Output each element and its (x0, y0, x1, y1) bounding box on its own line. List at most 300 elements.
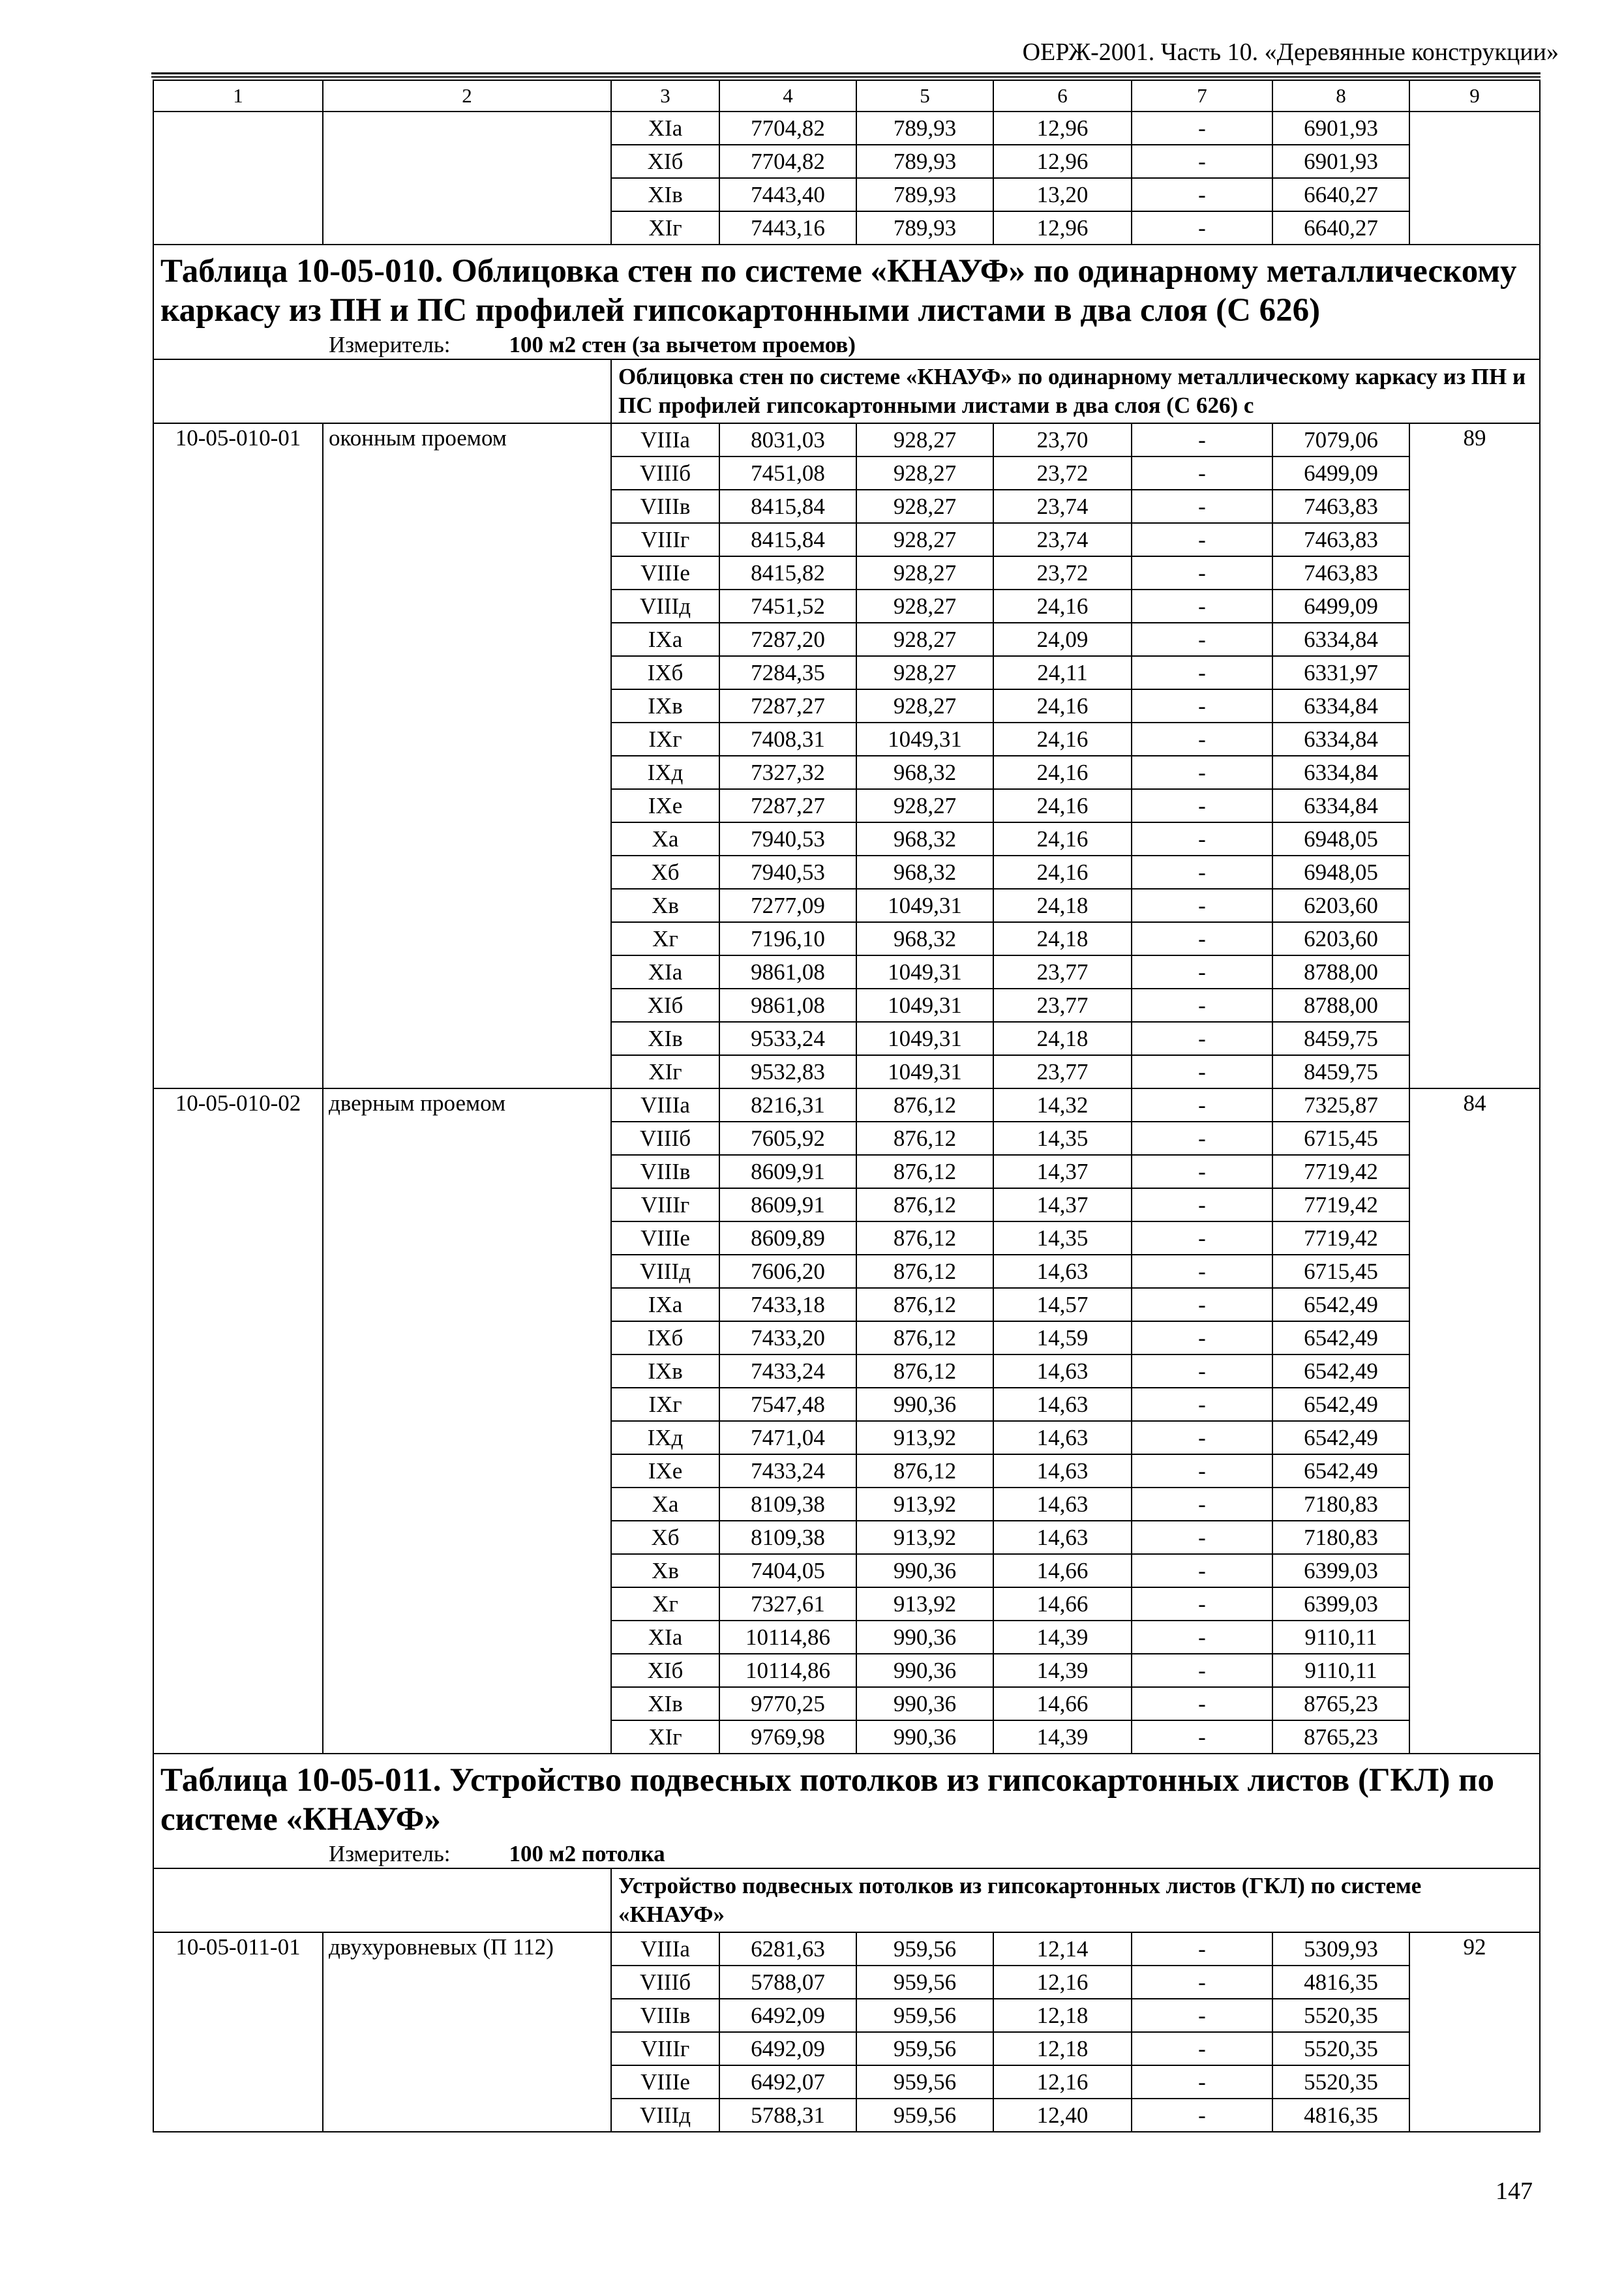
resource-class: VIIIе (611, 1221, 719, 1255)
machine-cost: 24,18 (993, 1022, 1132, 1055)
driver-wages: - (1132, 1155, 1272, 1188)
material-cost: 6499,09 (1272, 456, 1409, 490)
material-cost: 7719,42 (1272, 1221, 1409, 1255)
driver-wages: - (1132, 2099, 1272, 2132)
total-cost: 8415,82 (719, 556, 856, 590)
labor-cost: 789,93 (856, 211, 993, 245)
table-title-row (153, 245, 1540, 331)
driver-wages: - (1132, 1966, 1272, 1999)
resource-class: Xб (611, 1521, 719, 1554)
total-cost: 8216,31 (719, 1088, 856, 1122)
driver-wages: - (1132, 1221, 1272, 1255)
material-cost: 8765,23 (1272, 1687, 1409, 1720)
meter-label: Измеритель: (329, 1841, 451, 1866)
total-cost: 7433,18 (719, 1288, 856, 1321)
meter-value: 100 м2 стен (за вычетом проемов) (509, 332, 856, 357)
material-cost: 9110,11 (1272, 1621, 1409, 1654)
machine-cost: 13,20 (993, 178, 1132, 211)
machine-cost: 23,77 (993, 955, 1132, 989)
machine-cost: 14,63 (993, 1354, 1132, 1388)
resource-class: XIa (611, 955, 719, 989)
driver-wages: - (1132, 856, 1272, 889)
resource-class: Xв (611, 889, 719, 922)
driver-wages: - (1132, 423, 1272, 456)
meter-value: 100 м2 потолка (509, 1841, 665, 1866)
column-number: 1 (153, 80, 323, 112)
resource-class: IXв (611, 1354, 719, 1388)
material-cost: 7719,42 (1272, 1188, 1409, 1221)
name-cell: оконным проемом (323, 423, 611, 1088)
rates-table (153, 80, 1541, 2132)
header-rule-bottom (151, 76, 1541, 78)
labor-hours: 84 (1409, 1088, 1540, 1754)
total-cost: 7287,20 (719, 623, 856, 656)
resource-class: XIa (611, 112, 719, 145)
machine-cost: 23,74 (993, 490, 1132, 523)
material-cost: 6640,27 (1272, 178, 1409, 211)
page-number: 147 (1496, 2177, 1533, 2205)
labor-cost: 913,92 (856, 1488, 993, 1521)
machine-cost: 12,16 (993, 2065, 1132, 2099)
meter-row (153, 331, 1540, 359)
subheading: Облицовка стен по системе «КНАУФ» по одинарному металлическому каркасу из ПН и ПС профилей гипсокартонными листами в два слоя (С 626) с (611, 359, 1540, 423)
material-cost: 7719,42 (1272, 1155, 1409, 1188)
machine-cost: 24,16 (993, 590, 1132, 623)
resource-class: Xa (611, 1488, 719, 1521)
material-cost: 6334,84 (1272, 689, 1409, 723)
total-cost: 7433,20 (719, 1321, 856, 1354)
driver-wages: - (1132, 1321, 1272, 1354)
resource-class: VIIIв (611, 1999, 719, 2032)
material-cost: 4816,35 (1272, 1966, 1409, 1999)
total-cost: 6492,09 (719, 1999, 856, 2032)
machine-cost: 12,96 (993, 145, 1132, 178)
material-cost: 6334,84 (1272, 623, 1409, 656)
driver-wages: - (1132, 1521, 1272, 1554)
column-number: 6 (993, 80, 1132, 112)
machine-cost: 24,18 (993, 889, 1132, 922)
total-cost: 7704,82 (719, 145, 856, 178)
column-number: 7 (1132, 80, 1272, 112)
blank-cell (153, 359, 611, 423)
total-cost: 7547,48 (719, 1388, 856, 1421)
running-title: ОЕРЖ-2001. Часть 10. «Деревянные конструкции» (1022, 38, 1559, 66)
resource-class: XIв (611, 178, 719, 211)
total-cost: 8609,91 (719, 1155, 856, 1188)
labor-cost: 928,27 (856, 456, 993, 490)
material-cost: 6948,05 (1272, 856, 1409, 889)
total-cost: 6492,09 (719, 2032, 856, 2065)
driver-wages: - (1132, 2032, 1272, 2065)
total-cost: 8609,91 (719, 1188, 856, 1221)
labor-cost: 928,27 (856, 490, 993, 523)
total-cost: 7433,24 (719, 1454, 856, 1488)
driver-wages: - (1132, 490, 1272, 523)
resource-class: XIб (611, 1654, 719, 1687)
driver-wages: - (1132, 656, 1272, 689)
resource-class: IXд (611, 756, 719, 789)
resource-class: VIIIа (611, 1932, 719, 1966)
material-cost: 6542,49 (1272, 1454, 1409, 1488)
machine-cost: 14,35 (993, 1122, 1132, 1155)
resource-class: VIIIб (611, 456, 719, 490)
machine-cost: 14,63 (993, 1388, 1132, 1421)
labor-cost: 928,27 (856, 623, 993, 656)
machine-cost: 14,63 (993, 1521, 1132, 1554)
material-cost: 6901,93 (1272, 112, 1409, 145)
machine-cost: 14,66 (993, 1587, 1132, 1621)
machine-cost: 12,96 (993, 211, 1132, 245)
machine-cost: 24,16 (993, 856, 1132, 889)
machine-cost: 14,32 (993, 1088, 1132, 1122)
machine-cost: 24,16 (993, 756, 1132, 789)
table-row (153, 1932, 1540, 1966)
driver-wages: - (1132, 955, 1272, 989)
material-cost: 6399,03 (1272, 1587, 1409, 1621)
driver-wages: - (1132, 1288, 1272, 1321)
labor-cost: 968,32 (856, 756, 993, 789)
resource-class: IXе (611, 789, 719, 822)
material-cost: 6542,49 (1272, 1421, 1409, 1454)
labor-cost: 1049,31 (856, 955, 993, 989)
labor-cost: 876,12 (856, 1321, 993, 1354)
labor-cost: 959,56 (856, 2032, 993, 2065)
column-number: 5 (856, 80, 993, 112)
labor-cost: 959,56 (856, 2099, 993, 2132)
material-cost: 6499,09 (1272, 590, 1409, 623)
driver-wages: - (1132, 789, 1272, 822)
table-row (153, 423, 1540, 456)
resource-class: VIIIа (611, 1088, 719, 1122)
column-number-row (153, 80, 1540, 112)
machine-cost: 24,18 (993, 922, 1132, 955)
driver-wages: - (1132, 1654, 1272, 1687)
material-cost: 6640,27 (1272, 211, 1409, 245)
driver-wages: - (1132, 1932, 1272, 1966)
meter-row (153, 1840, 1540, 1868)
machine-cost: 14,66 (993, 1554, 1132, 1587)
material-cost: 7180,83 (1272, 1488, 1409, 1521)
driver-wages: - (1132, 889, 1272, 922)
material-cost: 6334,84 (1272, 789, 1409, 822)
labor-cost: 876,12 (856, 1088, 993, 1122)
machine-cost: 24,16 (993, 723, 1132, 756)
material-cost: 6542,49 (1272, 1288, 1409, 1321)
machine-cost: 23,74 (993, 523, 1132, 556)
driver-wages: - (1132, 822, 1272, 856)
total-cost: 7287,27 (719, 689, 856, 723)
driver-wages: - (1132, 211, 1272, 245)
driver-wages: - (1132, 756, 1272, 789)
driver-wages: - (1132, 1088, 1272, 1122)
column-number: 2 (323, 80, 611, 112)
resource-class: VIIIд (611, 2099, 719, 2132)
material-cost: 6542,49 (1272, 1321, 1409, 1354)
code-cell: 10-05-011-01 (153, 1932, 323, 2132)
labor-cost: 990,36 (856, 1388, 993, 1421)
column-number: 4 (719, 80, 856, 112)
resource-class: XIв (611, 1022, 719, 1055)
driver-wages: - (1132, 1354, 1272, 1388)
driver-wages: - (1132, 178, 1272, 211)
name-cell: двухуровневых (П 112) (323, 1932, 611, 2132)
subheading: Устройство подвесных потолков из гипсокартонных листов (ГКЛ) по системе «КНАУФ» (611, 1868, 1540, 1932)
labor-cost: 876,12 (856, 1354, 993, 1388)
labor-cost: 1049,31 (856, 1022, 993, 1055)
total-cost: 6281,63 (719, 1932, 856, 1966)
total-cost: 6492,07 (719, 2065, 856, 2099)
total-cost: 7433,24 (719, 1354, 856, 1388)
total-cost: 7471,04 (719, 1421, 856, 1454)
labor-cost: 928,27 (856, 689, 993, 723)
total-cost: 8415,84 (719, 490, 856, 523)
total-cost: 8031,03 (719, 423, 856, 456)
driver-wages: - (1132, 723, 1272, 756)
resource-class: XIв (611, 1687, 719, 1720)
material-cost: 8459,75 (1272, 1055, 1409, 1088)
total-cost: 7408,31 (719, 723, 856, 756)
material-cost: 5520,35 (1272, 1999, 1409, 2032)
driver-wages: - (1132, 1022, 1272, 1055)
meter-label: Измеритель: (329, 332, 451, 357)
name-cell: дверным проемом (323, 1088, 611, 1754)
resource-class: VIIIд (611, 1255, 719, 1288)
code-cell (153, 112, 323, 245)
resource-class: VIIIд (611, 590, 719, 623)
machine-cost: 23,77 (993, 1055, 1132, 1088)
resource-class: XIг (611, 211, 719, 245)
driver-wages: - (1132, 1122, 1272, 1155)
labor-cost: 968,32 (856, 922, 993, 955)
total-cost: 7704,82 (719, 112, 856, 145)
resource-class: IXa (611, 623, 719, 656)
resource-class: VIIIв (611, 1155, 719, 1188)
labor-cost: 913,92 (856, 1521, 993, 1554)
material-cost: 5520,35 (1272, 2032, 1409, 2065)
driver-wages: - (1132, 989, 1272, 1022)
labor-cost: 959,56 (856, 1966, 993, 1999)
material-cost: 6542,49 (1272, 1388, 1409, 1421)
material-cost: 6901,93 (1272, 145, 1409, 178)
total-cost: 9769,98 (719, 1720, 856, 1754)
resource-class: VIIIв (611, 490, 719, 523)
resource-class: Xг (611, 922, 719, 955)
driver-wages: - (1132, 2065, 1272, 2099)
material-cost: 8788,00 (1272, 955, 1409, 989)
material-cost: 7325,87 (1272, 1088, 1409, 1122)
resource-class: VIIIе (611, 556, 719, 590)
name-cell (323, 112, 611, 245)
machine-cost: 14,57 (993, 1288, 1132, 1321)
resource-class: VIIIб (611, 1122, 719, 1155)
driver-wages: - (1132, 922, 1272, 955)
total-cost: 7606,20 (719, 1255, 856, 1288)
labor-cost: 1049,31 (856, 1055, 993, 1088)
total-cost: 10114,86 (719, 1654, 856, 1687)
column-number: 3 (611, 80, 719, 112)
total-cost: 9770,25 (719, 1687, 856, 1720)
material-cost: 6203,60 (1272, 922, 1409, 955)
labor-cost: 789,93 (856, 178, 993, 211)
labor-cost: 990,36 (856, 1654, 993, 1687)
driver-wages: - (1132, 1687, 1272, 1720)
labor-cost: 876,12 (856, 1188, 993, 1221)
material-cost: 8765,23 (1272, 1720, 1409, 1754)
meter (153, 1840, 1540, 1868)
machine-cost: 23,77 (993, 989, 1132, 1022)
code-cell: 10-05-010-01 (153, 423, 323, 1088)
driver-wages: - (1132, 1999, 1272, 2032)
total-cost: 7451,08 (719, 456, 856, 490)
machine-cost: 14,37 (993, 1155, 1132, 1188)
labor-cost: 990,36 (856, 1621, 993, 1654)
labor-cost: 876,12 (856, 1288, 993, 1321)
total-cost: 7404,05 (719, 1554, 856, 1587)
machine-cost: 12,18 (993, 1999, 1132, 2032)
labor-cost: 959,56 (856, 1932, 993, 1966)
driver-wages: - (1132, 623, 1272, 656)
resource-class: Xб (611, 856, 719, 889)
machine-cost: 12,16 (993, 1966, 1132, 1999)
table-row (153, 1088, 1540, 1122)
driver-wages: - (1132, 1388, 1272, 1421)
column-number: 9 (1409, 80, 1540, 112)
machine-cost: 24,16 (993, 689, 1132, 723)
resource-class: XIб (611, 145, 719, 178)
resource-class: VIIIе (611, 2065, 719, 2099)
machine-cost: 14,39 (993, 1621, 1132, 1654)
resource-class: Xв (611, 1554, 719, 1587)
total-cost: 7443,16 (719, 211, 856, 245)
machine-cost: 12,14 (993, 1932, 1132, 1966)
labor-cost: 1049,31 (856, 889, 993, 922)
total-cost: 5788,31 (719, 2099, 856, 2132)
labor-hours (1409, 112, 1540, 245)
labor-cost: 789,93 (856, 112, 993, 145)
machine-cost: 14,59 (993, 1321, 1132, 1354)
total-cost: 8609,89 (719, 1221, 856, 1255)
driver-wages: - (1132, 1421, 1272, 1454)
material-cost: 7180,83 (1272, 1521, 1409, 1554)
machine-cost: 14,37 (993, 1188, 1132, 1221)
machine-cost: 24,11 (993, 656, 1132, 689)
driver-wages: - (1132, 523, 1272, 556)
machine-cost: 24,16 (993, 789, 1132, 822)
resource-class: IXе (611, 1454, 719, 1488)
driver-wages: - (1132, 1255, 1272, 1288)
table-title: Таблица 10-05-011. Устройство подвесных потолков из гипсокартонных листов (ГКЛ) по системе «КНАУФ» (153, 1754, 1540, 1840)
resource-class: IXг (611, 723, 719, 756)
subheading-row (153, 1868, 1540, 1932)
total-cost: 7940,53 (719, 856, 856, 889)
total-cost: 9533,24 (719, 1022, 856, 1055)
total-cost: 5788,07 (719, 1966, 856, 1999)
labor-cost: 990,36 (856, 1554, 993, 1587)
resource-class: VIIIа (611, 423, 719, 456)
total-cost: 7443,40 (719, 178, 856, 211)
total-cost: 10114,86 (719, 1621, 856, 1654)
labor-cost: 876,12 (856, 1221, 993, 1255)
labor-hours: 89 (1409, 423, 1540, 1088)
resource-class: VIIIб (611, 1966, 719, 1999)
labor-cost: 876,12 (856, 1255, 993, 1288)
total-cost: 7287,27 (719, 789, 856, 822)
material-cost: 7463,83 (1272, 490, 1409, 523)
material-cost: 6334,84 (1272, 723, 1409, 756)
total-cost: 9861,08 (719, 955, 856, 989)
code-cell: 10-05-010-02 (153, 1088, 323, 1754)
total-cost: 8109,38 (719, 1488, 856, 1521)
labor-cost: 928,27 (856, 423, 993, 456)
driver-wages: - (1132, 1488, 1272, 1521)
material-cost: 6331,97 (1272, 656, 1409, 689)
driver-wages: - (1132, 1621, 1272, 1654)
material-cost: 6948,05 (1272, 822, 1409, 856)
total-cost: 7327,32 (719, 756, 856, 789)
resource-class: IXa (611, 1288, 719, 1321)
driver-wages: - (1132, 1188, 1272, 1221)
labor-cost: 990,36 (856, 1687, 993, 1720)
material-cost: 8459,75 (1272, 1022, 1409, 1055)
labor-cost: 913,92 (856, 1587, 993, 1621)
resource-class: Xг (611, 1587, 719, 1621)
resource-class: IXб (611, 656, 719, 689)
driver-wages: - (1132, 590, 1272, 623)
driver-wages: - (1132, 112, 1272, 145)
total-cost: 9861,08 (719, 989, 856, 1022)
labor-cost: 913,92 (856, 1421, 993, 1454)
labor-cost: 928,27 (856, 656, 993, 689)
total-cost: 7196,10 (719, 922, 856, 955)
material-cost: 8788,00 (1272, 989, 1409, 1022)
table-title: Таблица 10-05-010. Облицовка стен по системе «КНАУФ» по одинарному металлическому каркасу из ПН и ПС профилей гипсокартонными листами в два слоя (С 626) (153, 245, 1540, 331)
machine-cost: 12,96 (993, 112, 1132, 145)
material-cost: 5309,93 (1272, 1932, 1409, 1966)
material-cost: 6334,84 (1272, 756, 1409, 789)
machine-cost: 24,09 (993, 623, 1132, 656)
labor-cost: 968,32 (856, 856, 993, 889)
labor-cost: 928,27 (856, 556, 993, 590)
resource-class: IXв (611, 689, 719, 723)
resource-class: VIIIг (611, 523, 719, 556)
column-number: 8 (1272, 80, 1409, 112)
material-cost: 6203,60 (1272, 889, 1409, 922)
labor-cost: 876,12 (856, 1122, 993, 1155)
resource-class: IXд (611, 1421, 719, 1454)
table-row (153, 112, 1540, 145)
material-cost: 4816,35 (1272, 2099, 1409, 2132)
driver-wages: - (1132, 1554, 1272, 1587)
total-cost: 8109,38 (719, 1521, 856, 1554)
resource-class: XIг (611, 1720, 719, 1754)
machine-cost: 14,63 (993, 1488, 1132, 1521)
labor-cost: 928,27 (856, 590, 993, 623)
machine-cost: 14,63 (993, 1421, 1132, 1454)
labor-cost: 1049,31 (856, 723, 993, 756)
driver-wages: - (1132, 456, 1272, 490)
material-cost: 6399,03 (1272, 1554, 1409, 1587)
blank-cell (153, 1868, 611, 1932)
machine-cost: 14,63 (993, 1255, 1132, 1288)
total-cost: 7284,35 (719, 656, 856, 689)
labor-cost: 928,27 (856, 523, 993, 556)
driver-wages: - (1132, 1587, 1272, 1621)
resource-class: XIa (611, 1621, 719, 1654)
material-cost: 6715,45 (1272, 1122, 1409, 1155)
total-cost: 7327,61 (719, 1587, 856, 1621)
labor-cost: 789,93 (856, 145, 993, 178)
labor-cost: 876,12 (856, 1155, 993, 1188)
